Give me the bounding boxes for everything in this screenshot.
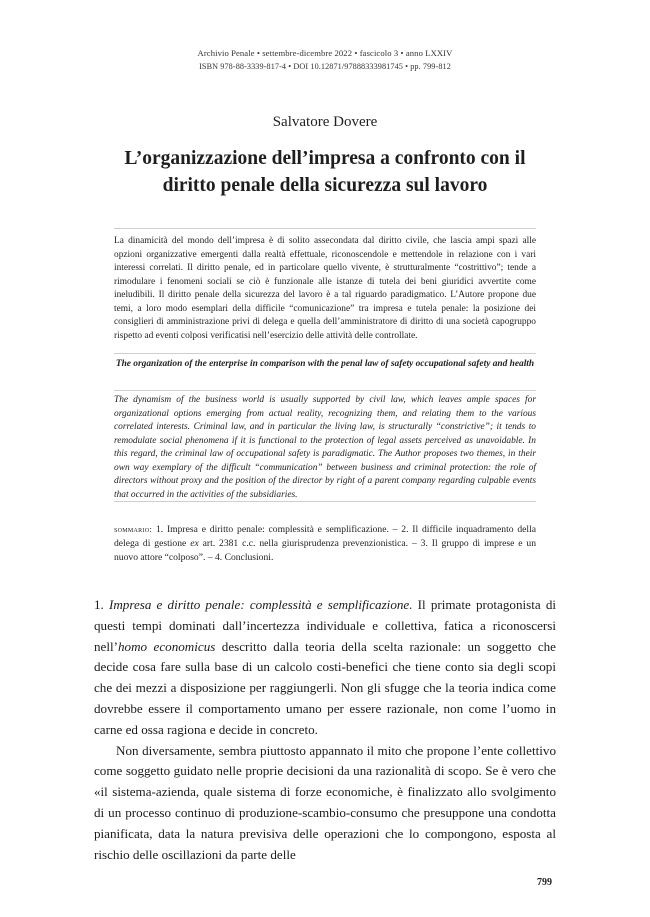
divider	[114, 228, 536, 229]
paragraph	[94, 595, 556, 741]
article-title	[60, 145, 590, 199]
section-heading: Impresa e diritto penale: complessità e semplificazione.	[108, 597, 413, 612]
sommario-ex: ex	[190, 538, 199, 549]
title-line-1: L’organizzazione dell’impresa a confronto con il	[124, 148, 526, 169]
abstract-english	[114, 394, 536, 502]
publication-identifiers: ISBN 978-88-3339-817-4 • DOI 10.12871/97888333981745 • pp. 799-812	[199, 62, 451, 71]
page-number: 799	[537, 877, 552, 888]
sommario-text: 1. Impresa e diritto penale: complessità e semplificazione. – 2. Il difficile inquadramento della delega di gestione	[114, 524, 536, 549]
abstract-english-title: The organization of the enterprise in comparison with the penal law of safety occupational safety and health	[115, 359, 535, 369]
article-body	[94, 595, 556, 865]
divider	[114, 501, 536, 502]
abstract-italian	[114, 235, 536, 343]
author-name: Salvatore Dovere	[272, 114, 378, 130]
divider	[114, 390, 536, 391]
divider	[114, 353, 536, 354]
abstract-english-text: The dynamism of the business world is usually supported by civil law, which leaves ample spaces for organizational options emerging from actual reality, recognizing them, and relating them to the various correlated interests. Criminal law, and in particular the living law, is structurally “constrictive”; it tends to remodulate social phenomena if it is functional to the protection of legal assets perceived as unavoidable. In this regard, the criminal law of occupational safety is paradigmatic. The Author proposes two themes, in their own way exemplary of the difficult “communication” between business and criminal protection: the role of directors without proxy and the position of the director by right of a parent company regarding culpable events that occurred in the activities of the subsidiaries.	[114, 395, 536, 500]
table-of-contents	[114, 522, 536, 565]
paragraph: Non diversamente, sembra piuttosto appannato il mito che propone l’ente collettivo come soggetto guidato nelle proprie decisioni da una razionalità di scopo. Se è vero che «il sistema-azienda, quale sistema di forze economiche, è finalizzato allo svolgimento di un processo continuo di produzione-scambio-consumo che presuppone una condotta pianificata, data la natura previsiva delle operazioni che lo compongono, esposta al rischio delle oscillazioni da parte delle	[94, 742, 556, 862]
paragraph-text: Il primate protagonista di questi tempi dominati dall’incertezza individuale e collettiva, fatica a riconoscersi nell’	[94, 597, 557, 654]
title-line-2: diritto penale della sicurezza sul lavoro	[162, 175, 488, 196]
section-number: 1.	[94, 597, 109, 612]
journal-info: Archivio Penale • settembre-dicembre 2022 • fascicolo 3 • anno LXXIV	[197, 48, 453, 58]
sommario-label: sommario:	[114, 524, 153, 534]
italic-term: homo economicus	[118, 638, 216, 654]
abstract-italian-text: La dinamicità del mondo dell’impresa è di solito assecondata dal diritto civile, che lascia ampi spazi alle opzioni organizzative emergenti dalla realtà effettuale, riconoscendole e mettendole in relazione con i vari interessi correlati. Il diritto penale, ed in particolare quello vivente, è strutturalmente “costrittivo”; tende a rimodulare i fenomeni sociali se ciò è funzionale alle istanze di tutela dei beni giuridici avvertite come ineludibili. Il diritto penale della sicurezza del lavoro è a tal riguardo paradigmatico. L’Autore propone due temi, a loro modo esemplari della difficile “comunicazione” tra impresa e tutela penale: la posizione dei consiglieri di amministrazione privi di delega e quella dell’amministratore di diritto di una società capogruppo rispetto ad eventi colposi verificatisi nell’esercizio delle attività delle controllate.	[114, 236, 536, 341]
sommario-text: art. 2381 c.c. nella giurisprudenza prevenzionistica. – 3. Il gruppo di imprese e un nuovo attore “colposo”. – 4. Conclusioni.	[114, 538, 536, 563]
paragraph-text: descritto dalla teoria della scelta razionale: un soggetto che decide cosa fare sulla base di un calcolo costi-benefici che tiene conto sia degli scopi che dei mezzi a disposizione per raggiungerli. Non gli sfugge che la teoria indica come dovrebbe essere il comportamento umano per essere razionale, non come l’uomo in carne ed ossa ragiona e decide in concreto.	[94, 638, 556, 737]
